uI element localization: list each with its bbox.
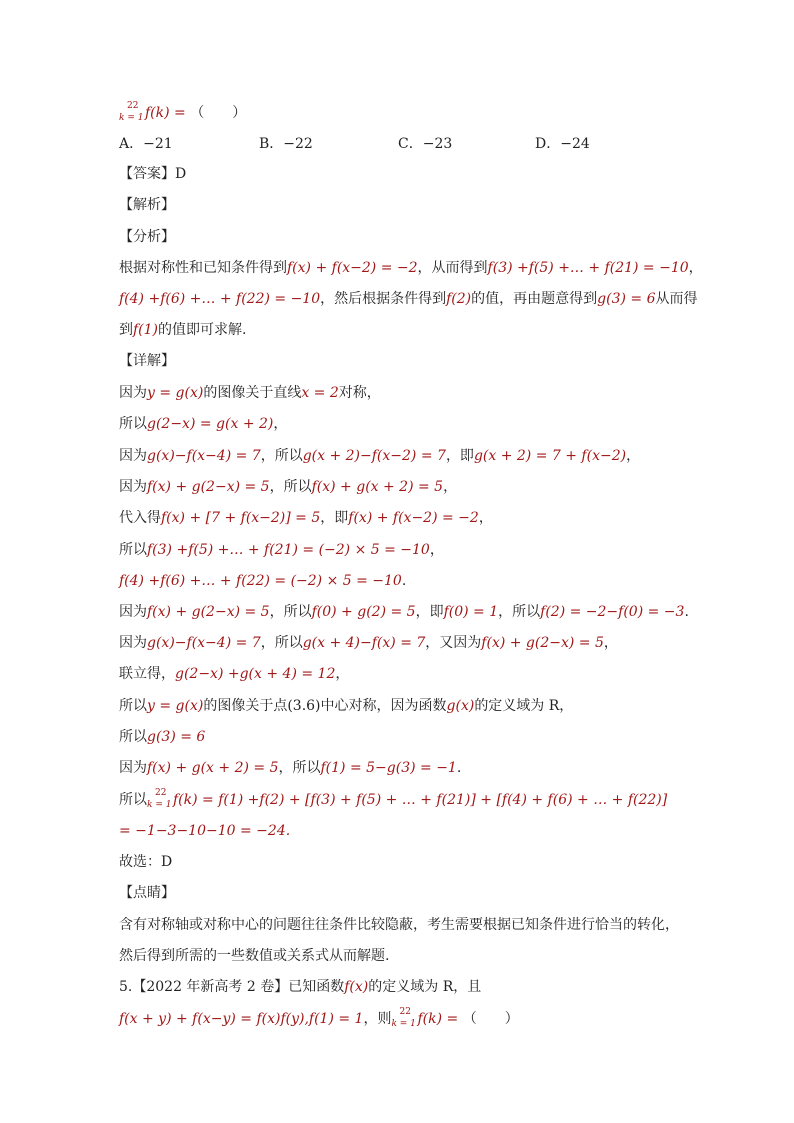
step-line: 因为f(x) + g(2−x) = 5，所以f(0) + g(2) = 5，即f(0) = 1，所以f(2) = −2−f(0) = −3. [119, 604, 689, 620]
option-d: D．−24 [535, 136, 590, 152]
fenxi-line-2: f(4) +f(6) +… + f(22) = −10，然后根据条件得到f(2)的值，再由题意得到g(3) = 6从而得 [119, 291, 698, 307]
option-a: A．−21 [119, 136, 173, 152]
step-line: 所以g(2−x) = g(x + 2)， [119, 416, 288, 432]
step-line: 联立得，g(2−x) +g(x + 4) = 12， [119, 666, 350, 682]
step-line: 因为g(x)−f(x−4) = 7，所以g(x + 2)−f(x−2) = 7，即g(x + 2) = 7 + f(x−2)， [119, 448, 641, 464]
option-b: B．−22 [259, 136, 313, 152]
fenxi-line-1: 根据对称性和已知条件得到f(x) + f(x−2) = −2，从而得到f(3) +f(5) +… + f(21) = −10， [119, 260, 703, 276]
fenxi-label: 【分析】 [119, 229, 175, 245]
question-5-line-2: f(x + y) + f(x−y) = f(x)f(y),f(1) = 1，则 22 k = 1 f(k) = （ ） [119, 1007, 519, 1029]
xiangjie-label: 【详解】 [119, 353, 175, 369]
result-line: = −1−3−10−10 = −24. [119, 823, 291, 839]
step-line: 因为f(x) + g(x + 2) = 5，所以f(1) = 5−g(3) = −1. [119, 760, 462, 776]
question-tail: 22 k = 1 f(k) = （ ） [119, 101, 247, 123]
jiexi-label: 【解析】 [119, 197, 175, 213]
question-5-line-1: 5.【2022 年新高考 2 卷】已知函数f(x)的定义域为 R，且 [119, 979, 482, 995]
step-line: 因为g(x)−f(x−4) = 7，所以g(x + 4)−f(x) = 7，又因为f(x) + g(2−x) = 5， [119, 635, 618, 651]
choice-line: 故选：D [119, 854, 173, 870]
sum-symbol: 22 k = 1 [147, 788, 172, 810]
step-line: 所以y = g(x)的图像关于点(3.6)中心对称，因为函数g(x)的定义域为 R， [119, 698, 574, 714]
sum-symbol: 22 k = 1 [119, 101, 144, 123]
step-line: 所以g(3) = 6 [119, 729, 206, 745]
step-line: 代入得f(x) + [7 + f(x−2)] = 5，即f(x) + f(x−2) = −2， [119, 510, 493, 526]
option-c: C．−23 [398, 136, 453, 152]
step-line: 因为y = g(x)的图像关于直线x = 2对称， [119, 385, 381, 401]
fenxi-line-3: 到f(1)的值即可求解. [119, 322, 247, 338]
step-line: 所以f(3) +f(5) +… + f(21) = (−2) × 5 = −10， [119, 542, 444, 558]
dianjing-line: 含有对称轴或对称中心的问题往往条件比较隐蔽，考生需要根据已知条件进行恰当的转化， [119, 917, 679, 933]
step-line: 因为f(x) + g(2−x) = 5，所以f(x) + g(x + 2) = 5， [119, 479, 458, 495]
step-line: f(4) +f(6) +… + f(22) = (−2) × 5 = −10. [119, 573, 407, 589]
dianjing-line: 然后得到所需的一些数值或关系式从而解题. [119, 948, 390, 964]
dianjing-label: 【点睛】 [119, 885, 175, 901]
answer-label: 【答案】D [119, 166, 187, 182]
sum-line: 所以 22 k = 1 f(k) = f(1) +f(2) + [f(3) + f(5) + … + f(21)] + [f(4) + f(6) + … + f(22)] [119, 788, 668, 810]
sum-symbol: 22 k = 1 [391, 1007, 416, 1029]
